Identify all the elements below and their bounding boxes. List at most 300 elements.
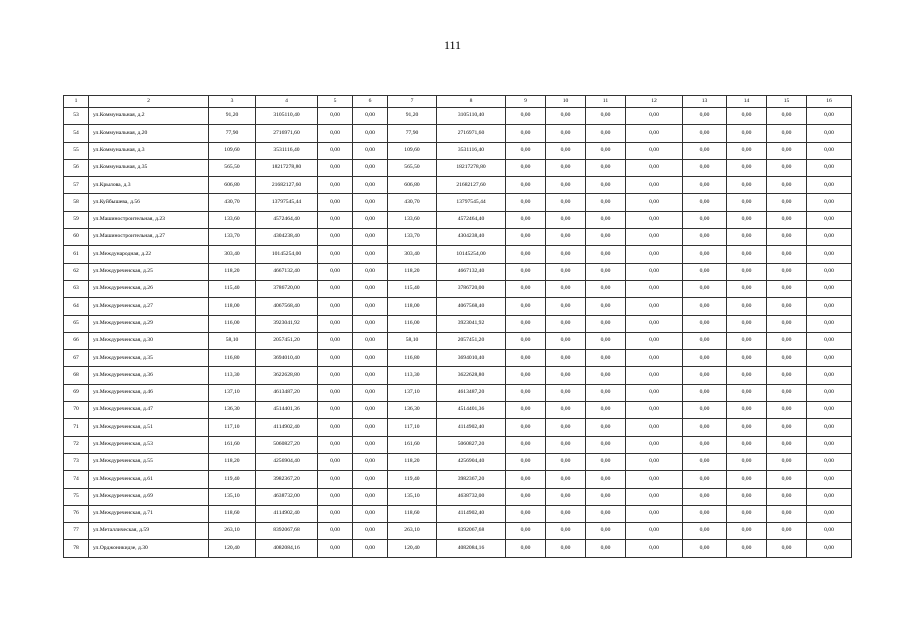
value-cell: 0,00 bbox=[353, 211, 388, 228]
row-number-cell: 68 bbox=[64, 367, 89, 384]
value-cell: 13797545,44 bbox=[437, 194, 506, 211]
value-cell: 109,60 bbox=[388, 142, 437, 159]
value-cell: 0,00 bbox=[626, 298, 683, 315]
value-cell: 0,00 bbox=[626, 229, 683, 246]
value-cell: 0,00 bbox=[807, 488, 852, 505]
value-cell: 113,30 bbox=[209, 367, 256, 384]
address-cell: ул.Междуреченская, д.71 bbox=[89, 505, 209, 522]
table-row bbox=[64, 367, 852, 384]
value-cell: 0,00 bbox=[683, 211, 727, 228]
value-cell: 0,00 bbox=[353, 246, 388, 263]
value-cell: 4667132,40 bbox=[256, 263, 318, 280]
address-cell: ул.Металлическая, д.59 bbox=[89, 523, 209, 540]
row-number-cell: 69 bbox=[64, 384, 89, 401]
value-cell: 0,00 bbox=[586, 211, 626, 228]
value-cell: 0,00 bbox=[626, 142, 683, 159]
value-cell: 3105110,40 bbox=[437, 108, 506, 125]
value-cell: 0,00 bbox=[767, 402, 807, 419]
value-cell: 8392067,68 bbox=[437, 523, 506, 540]
address-cell: ул.Орджоникидзе, д.30 bbox=[89, 540, 209, 557]
value-cell: 135,10 bbox=[209, 488, 256, 505]
value-cell: 0,00 bbox=[683, 298, 727, 315]
value-cell: 0,00 bbox=[727, 523, 767, 540]
row-number-cell: 58 bbox=[64, 194, 89, 211]
column-header: 15 bbox=[767, 96, 807, 108]
value-cell: 21682127,60 bbox=[437, 177, 506, 194]
value-cell: 3982367,20 bbox=[256, 471, 318, 488]
value-cell: 0,00 bbox=[767, 488, 807, 505]
value-cell: 4514401,36 bbox=[437, 402, 506, 419]
value-cell: 0,00 bbox=[767, 471, 807, 488]
value-cell: 0,00 bbox=[506, 159, 546, 176]
table-row bbox=[64, 194, 852, 211]
value-cell: 0,00 bbox=[506, 419, 546, 436]
value-cell: 118,20 bbox=[388, 453, 437, 470]
value-cell: 91,20 bbox=[209, 108, 256, 125]
value-cell: 10145254,00 bbox=[437, 246, 506, 263]
value-cell: 0,00 bbox=[586, 436, 626, 453]
value-cell: 119,40 bbox=[388, 471, 437, 488]
value-cell: 0,00 bbox=[546, 488, 586, 505]
value-cell: 77,90 bbox=[209, 125, 256, 142]
column-header: 2 bbox=[89, 96, 209, 108]
value-cell: 606,80 bbox=[388, 177, 437, 194]
value-cell: 0,00 bbox=[546, 125, 586, 142]
value-cell: 0,00 bbox=[506, 350, 546, 367]
table-row bbox=[64, 142, 852, 159]
value-cell: 4638732,00 bbox=[256, 488, 318, 505]
value-cell: 0,00 bbox=[727, 471, 767, 488]
value-cell: 0,00 bbox=[586, 419, 626, 436]
value-cell: 0,00 bbox=[683, 332, 727, 349]
value-cell: 430,70 bbox=[209, 194, 256, 211]
header-row bbox=[64, 96, 852, 108]
value-cell: 430,70 bbox=[388, 194, 437, 211]
address-cell: ул.Междуреченская, д.36 bbox=[89, 367, 209, 384]
value-cell: 0,00 bbox=[353, 436, 388, 453]
value-cell: 0,00 bbox=[727, 402, 767, 419]
value-cell: 0,00 bbox=[626, 350, 683, 367]
value-cell: 0,00 bbox=[767, 142, 807, 159]
value-cell: 0,00 bbox=[626, 159, 683, 176]
value-cell: 0,00 bbox=[506, 142, 546, 159]
value-cell: 116,80 bbox=[388, 350, 437, 367]
value-cell: 0,00 bbox=[353, 505, 388, 522]
value-cell: 0,00 bbox=[727, 505, 767, 522]
value-cell: 133,70 bbox=[209, 229, 256, 246]
value-cell: 2057451,20 bbox=[256, 332, 318, 349]
table-row bbox=[64, 315, 852, 332]
value-cell: 0,00 bbox=[626, 471, 683, 488]
address-cell: ул.Коммунальная, д.3 bbox=[89, 142, 209, 159]
value-cell: 0,00 bbox=[353, 471, 388, 488]
value-cell: 0,00 bbox=[626, 505, 683, 522]
value-cell: 0,00 bbox=[353, 159, 388, 176]
value-cell: 0,00 bbox=[506, 315, 546, 332]
value-cell: 118,60 bbox=[209, 505, 256, 522]
row-number-cell: 74 bbox=[64, 471, 89, 488]
value-cell: 120,40 bbox=[209, 540, 256, 557]
value-cell: 58,10 bbox=[388, 332, 437, 349]
value-cell: 0,00 bbox=[586, 332, 626, 349]
value-cell: 116,00 bbox=[209, 315, 256, 332]
value-cell: 0,00 bbox=[353, 332, 388, 349]
value-cell: 4082084,16 bbox=[256, 540, 318, 557]
value-cell: 0,00 bbox=[506, 263, 546, 280]
value-cell: 0,00 bbox=[683, 471, 727, 488]
address-cell: ул.Междуреченская, д.25 bbox=[89, 263, 209, 280]
address-cell: ул.Междуреченская, д.69 bbox=[89, 488, 209, 505]
address-cell: ул.Междуреченская, д.30 bbox=[89, 332, 209, 349]
value-cell: 4256904,40 bbox=[437, 453, 506, 470]
value-cell: 0,00 bbox=[546, 298, 586, 315]
value-cell: 0,00 bbox=[807, 453, 852, 470]
value-cell: 0,00 bbox=[683, 350, 727, 367]
value-cell: 0,00 bbox=[586, 142, 626, 159]
address-cell: ул.Машиностроительная, д.23 bbox=[89, 211, 209, 228]
value-cell: 565,50 bbox=[209, 159, 256, 176]
value-cell: 0,00 bbox=[318, 246, 353, 263]
value-cell: 0,00 bbox=[353, 108, 388, 125]
value-cell: 0,00 bbox=[586, 384, 626, 401]
value-cell: 0,00 bbox=[353, 125, 388, 142]
address-cell: ул.Машиностроительная, д.27 bbox=[89, 229, 209, 246]
value-cell: 0,00 bbox=[767, 298, 807, 315]
value-cell: 4613487,20 bbox=[256, 384, 318, 401]
value-cell: 118,60 bbox=[388, 505, 437, 522]
value-cell: 3622628,80 bbox=[256, 367, 318, 384]
column-header: 12 bbox=[626, 96, 683, 108]
column-header: 16 bbox=[807, 96, 852, 108]
value-cell: 0,00 bbox=[546, 505, 586, 522]
value-cell: 0,00 bbox=[683, 384, 727, 401]
row-number-cell: 57 bbox=[64, 177, 89, 194]
value-cell: 3694010,40 bbox=[256, 350, 318, 367]
value-cell: 0,00 bbox=[353, 350, 388, 367]
value-cell: 133,70 bbox=[388, 229, 437, 246]
value-cell: 4067568,40 bbox=[437, 298, 506, 315]
column-header: 11 bbox=[586, 96, 626, 108]
value-cell: 0,00 bbox=[767, 436, 807, 453]
value-cell: 115,40 bbox=[388, 280, 437, 297]
value-cell: 0,00 bbox=[318, 229, 353, 246]
value-cell: 0,00 bbox=[727, 350, 767, 367]
value-cell: 0,00 bbox=[683, 436, 727, 453]
value-cell: 4114902,40 bbox=[256, 419, 318, 436]
value-cell: 0,00 bbox=[767, 177, 807, 194]
table-row bbox=[64, 263, 852, 280]
row-number-cell: 71 bbox=[64, 419, 89, 436]
value-cell: 0,00 bbox=[546, 436, 586, 453]
value-cell: 0,00 bbox=[626, 332, 683, 349]
column-header: 14 bbox=[727, 96, 767, 108]
address-cell: ул.Междуреченская, д.29 bbox=[89, 315, 209, 332]
value-cell: 0,00 bbox=[318, 488, 353, 505]
value-cell: 0,00 bbox=[807, 540, 852, 557]
table-row bbox=[64, 177, 852, 194]
value-cell: 0,00 bbox=[767, 125, 807, 142]
value-cell: 0,00 bbox=[727, 453, 767, 470]
value-cell: 0,00 bbox=[546, 419, 586, 436]
value-cell: 0,00 bbox=[586, 159, 626, 176]
value-cell: 0,00 bbox=[683, 280, 727, 297]
row-number-cell: 77 bbox=[64, 523, 89, 540]
row-number-cell: 54 bbox=[64, 125, 89, 142]
value-cell: 0,00 bbox=[626, 263, 683, 280]
value-cell: 0,00 bbox=[807, 436, 852, 453]
value-cell: 0,00 bbox=[506, 332, 546, 349]
value-cell: 0,00 bbox=[727, 298, 767, 315]
value-cell: 0,00 bbox=[318, 177, 353, 194]
value-cell: 0,00 bbox=[626, 436, 683, 453]
table-row bbox=[64, 384, 852, 401]
value-cell: 10145254,00 bbox=[256, 246, 318, 263]
table-row bbox=[64, 229, 852, 246]
value-cell: 0,00 bbox=[506, 367, 546, 384]
value-cell: 0,00 bbox=[506, 436, 546, 453]
value-cell: 0,00 bbox=[727, 280, 767, 297]
value-cell: 4572464,40 bbox=[437, 211, 506, 228]
value-cell: 0,00 bbox=[318, 194, 353, 211]
value-cell: 0,00 bbox=[586, 125, 626, 142]
value-cell: 4613487,20 bbox=[437, 384, 506, 401]
value-cell: 0,00 bbox=[683, 194, 727, 211]
value-cell: 0,00 bbox=[586, 471, 626, 488]
value-cell: 0,00 bbox=[683, 402, 727, 419]
value-cell: 0,00 bbox=[767, 367, 807, 384]
table-row bbox=[64, 505, 852, 522]
value-cell: 3786720,00 bbox=[256, 280, 318, 297]
value-cell: 0,00 bbox=[807, 471, 852, 488]
table-row bbox=[64, 540, 852, 557]
value-cell: 0,00 bbox=[506, 108, 546, 125]
value-cell: 0,00 bbox=[767, 211, 807, 228]
value-cell: 113,30 bbox=[388, 367, 437, 384]
value-cell: 13797545,44 bbox=[256, 194, 318, 211]
value-cell: 118,00 bbox=[388, 298, 437, 315]
value-cell: 0,00 bbox=[353, 177, 388, 194]
value-cell: 0,00 bbox=[767, 505, 807, 522]
value-cell: 0,00 bbox=[318, 108, 353, 125]
value-cell: 0,00 bbox=[683, 367, 727, 384]
table-row bbox=[64, 246, 852, 263]
value-cell: 0,00 bbox=[506, 540, 546, 557]
value-cell: 3531116,40 bbox=[437, 142, 506, 159]
value-cell: 58,10 bbox=[209, 332, 256, 349]
value-cell: 135,10 bbox=[388, 488, 437, 505]
value-cell: 0,00 bbox=[727, 211, 767, 228]
value-cell: 0,00 bbox=[767, 350, 807, 367]
value-cell: 0,00 bbox=[506, 488, 546, 505]
address-cell: ул.Междуреченская, д.46 bbox=[89, 384, 209, 401]
value-cell: 0,00 bbox=[353, 540, 388, 557]
value-cell: 0,00 bbox=[318, 159, 353, 176]
value-cell: 0,00 bbox=[626, 125, 683, 142]
value-cell: 0,00 bbox=[318, 505, 353, 522]
table-row bbox=[64, 298, 852, 315]
address-cell: ул.Крылова, д.3 bbox=[89, 177, 209, 194]
value-cell: 0,00 bbox=[546, 402, 586, 419]
value-cell: 0,00 bbox=[353, 315, 388, 332]
value-cell: 0,00 bbox=[546, 280, 586, 297]
table-row bbox=[64, 280, 852, 297]
value-cell: 120,40 bbox=[388, 540, 437, 557]
value-cell: 0,00 bbox=[586, 298, 626, 315]
value-cell: 0,00 bbox=[318, 367, 353, 384]
value-cell: 0,00 bbox=[586, 280, 626, 297]
value-cell: 0,00 bbox=[683, 246, 727, 263]
value-cell: 77,90 bbox=[388, 125, 437, 142]
row-number-cell: 62 bbox=[64, 263, 89, 280]
value-cell: 0,00 bbox=[506, 211, 546, 228]
value-cell: 0,00 bbox=[727, 332, 767, 349]
value-cell: 0,00 bbox=[683, 159, 727, 176]
value-cell: 0,00 bbox=[318, 471, 353, 488]
value-cell: 0,00 bbox=[353, 263, 388, 280]
value-cell: 0,00 bbox=[353, 488, 388, 505]
value-cell: 2716971,60 bbox=[437, 125, 506, 142]
value-cell: 3982367,20 bbox=[437, 471, 506, 488]
column-header: 3 bbox=[209, 96, 256, 108]
value-cell: 0,00 bbox=[586, 505, 626, 522]
row-number-cell: 70 bbox=[64, 402, 89, 419]
value-cell: 0,00 bbox=[727, 436, 767, 453]
value-cell: 0,00 bbox=[586, 315, 626, 332]
column-header: 10 bbox=[546, 96, 586, 108]
value-cell: 0,00 bbox=[318, 298, 353, 315]
value-cell: 4114902,40 bbox=[437, 419, 506, 436]
value-cell: 0,00 bbox=[546, 332, 586, 349]
value-cell: 0,00 bbox=[683, 505, 727, 522]
value-cell: 18217278,80 bbox=[437, 159, 506, 176]
value-cell: 0,00 bbox=[767, 453, 807, 470]
table-row bbox=[64, 211, 852, 228]
value-cell: 303,40 bbox=[209, 246, 256, 263]
address-cell: ул.Коммунальная, д.35 bbox=[89, 159, 209, 176]
row-number-cell: 61 bbox=[64, 246, 89, 263]
value-cell: 0,00 bbox=[727, 315, 767, 332]
value-cell: 3105110,40 bbox=[256, 108, 318, 125]
table-row bbox=[64, 419, 852, 436]
value-cell: 0,00 bbox=[353, 419, 388, 436]
value-cell: 0,00 bbox=[506, 505, 546, 522]
value-cell: 0,00 bbox=[318, 142, 353, 159]
address-cell: ул.Междуреченская, д.27 bbox=[89, 298, 209, 315]
value-cell: 0,00 bbox=[807, 332, 852, 349]
value-cell: 0,00 bbox=[727, 125, 767, 142]
address-cell: ул.Междуреченская, д.35 bbox=[89, 350, 209, 367]
value-cell: 0,00 bbox=[807, 505, 852, 522]
value-cell: 0,00 bbox=[586, 229, 626, 246]
value-cell: 0,00 bbox=[318, 315, 353, 332]
value-cell: 0,00 bbox=[626, 108, 683, 125]
value-cell: 0,00 bbox=[586, 194, 626, 211]
value-cell: 0,00 bbox=[807, 280, 852, 297]
value-cell: 0,00 bbox=[546, 159, 586, 176]
table-row bbox=[64, 453, 852, 470]
table-row bbox=[64, 332, 852, 349]
value-cell: 136,30 bbox=[209, 402, 256, 419]
row-number-cell: 73 bbox=[64, 453, 89, 470]
value-cell: 0,00 bbox=[626, 402, 683, 419]
value-cell: 0,00 bbox=[767, 194, 807, 211]
value-cell: 0,00 bbox=[318, 419, 353, 436]
value-cell: 137,10 bbox=[388, 384, 437, 401]
value-cell: 4082084,16 bbox=[437, 540, 506, 557]
value-cell: 0,00 bbox=[586, 177, 626, 194]
value-cell: 0,00 bbox=[683, 108, 727, 125]
value-cell: 91,20 bbox=[388, 108, 437, 125]
value-cell: 0,00 bbox=[506, 298, 546, 315]
row-number-cell: 65 bbox=[64, 315, 89, 332]
value-cell: 0,00 bbox=[767, 315, 807, 332]
value-cell: 0,00 bbox=[683, 125, 727, 142]
value-cell: 136,30 bbox=[388, 402, 437, 419]
value-cell: 0,00 bbox=[626, 367, 683, 384]
value-cell: 4572464,40 bbox=[256, 211, 318, 228]
value-cell: 117,10 bbox=[209, 419, 256, 436]
value-cell: 0,00 bbox=[683, 419, 727, 436]
value-cell: 0,00 bbox=[318, 384, 353, 401]
value-cell: 4114902,40 bbox=[437, 505, 506, 522]
value-cell: 0,00 bbox=[727, 177, 767, 194]
row-number-cell: 56 bbox=[64, 159, 89, 176]
address-cell: ул.Междуреченская, д.55 bbox=[89, 453, 209, 470]
value-cell: 0,00 bbox=[353, 280, 388, 297]
value-cell: 0,00 bbox=[683, 540, 727, 557]
row-number-cell: 63 bbox=[64, 280, 89, 297]
value-cell: 0,00 bbox=[807, 229, 852, 246]
value-cell: 0,00 bbox=[353, 367, 388, 384]
row-number-cell: 66 bbox=[64, 332, 89, 349]
column-header: 13 bbox=[683, 96, 727, 108]
value-cell: 0,00 bbox=[807, 177, 852, 194]
value-cell: 118,20 bbox=[209, 263, 256, 280]
value-cell: 0,00 bbox=[727, 108, 767, 125]
value-cell: 0,00 bbox=[318, 402, 353, 419]
value-cell: 0,00 bbox=[546, 384, 586, 401]
value-cell: 0,00 bbox=[506, 125, 546, 142]
value-cell: 0,00 bbox=[353, 298, 388, 315]
value-cell: 5060827,20 bbox=[256, 436, 318, 453]
value-cell: 0,00 bbox=[586, 108, 626, 125]
value-cell: 0,00 bbox=[318, 332, 353, 349]
table-row bbox=[64, 159, 852, 176]
value-cell: 0,00 bbox=[586, 402, 626, 419]
value-cell: 4256904,40 bbox=[256, 453, 318, 470]
value-cell: 4067568,40 bbox=[256, 298, 318, 315]
value-cell: 161,60 bbox=[209, 436, 256, 453]
column-header: 8 bbox=[437, 96, 506, 108]
value-cell: 606,80 bbox=[209, 177, 256, 194]
value-cell: 0,00 bbox=[727, 263, 767, 280]
value-cell: 0,00 bbox=[727, 159, 767, 176]
value-cell: 116,00 bbox=[388, 315, 437, 332]
value-cell: 0,00 bbox=[546, 246, 586, 263]
column-header: 4 bbox=[256, 96, 318, 108]
value-cell: 0,00 bbox=[683, 142, 727, 159]
value-cell: 0,00 bbox=[626, 315, 683, 332]
value-cell: 0,00 bbox=[506, 402, 546, 419]
value-cell: 161,60 bbox=[388, 436, 437, 453]
value-cell: 0,00 bbox=[626, 384, 683, 401]
value-cell: 0,00 bbox=[767, 332, 807, 349]
value-cell: 0,00 bbox=[807, 384, 852, 401]
value-cell: 0,00 bbox=[807, 263, 852, 280]
value-cell: 3923041,92 bbox=[256, 315, 318, 332]
value-cell: 0,00 bbox=[626, 419, 683, 436]
value-cell: 0,00 bbox=[586, 540, 626, 557]
